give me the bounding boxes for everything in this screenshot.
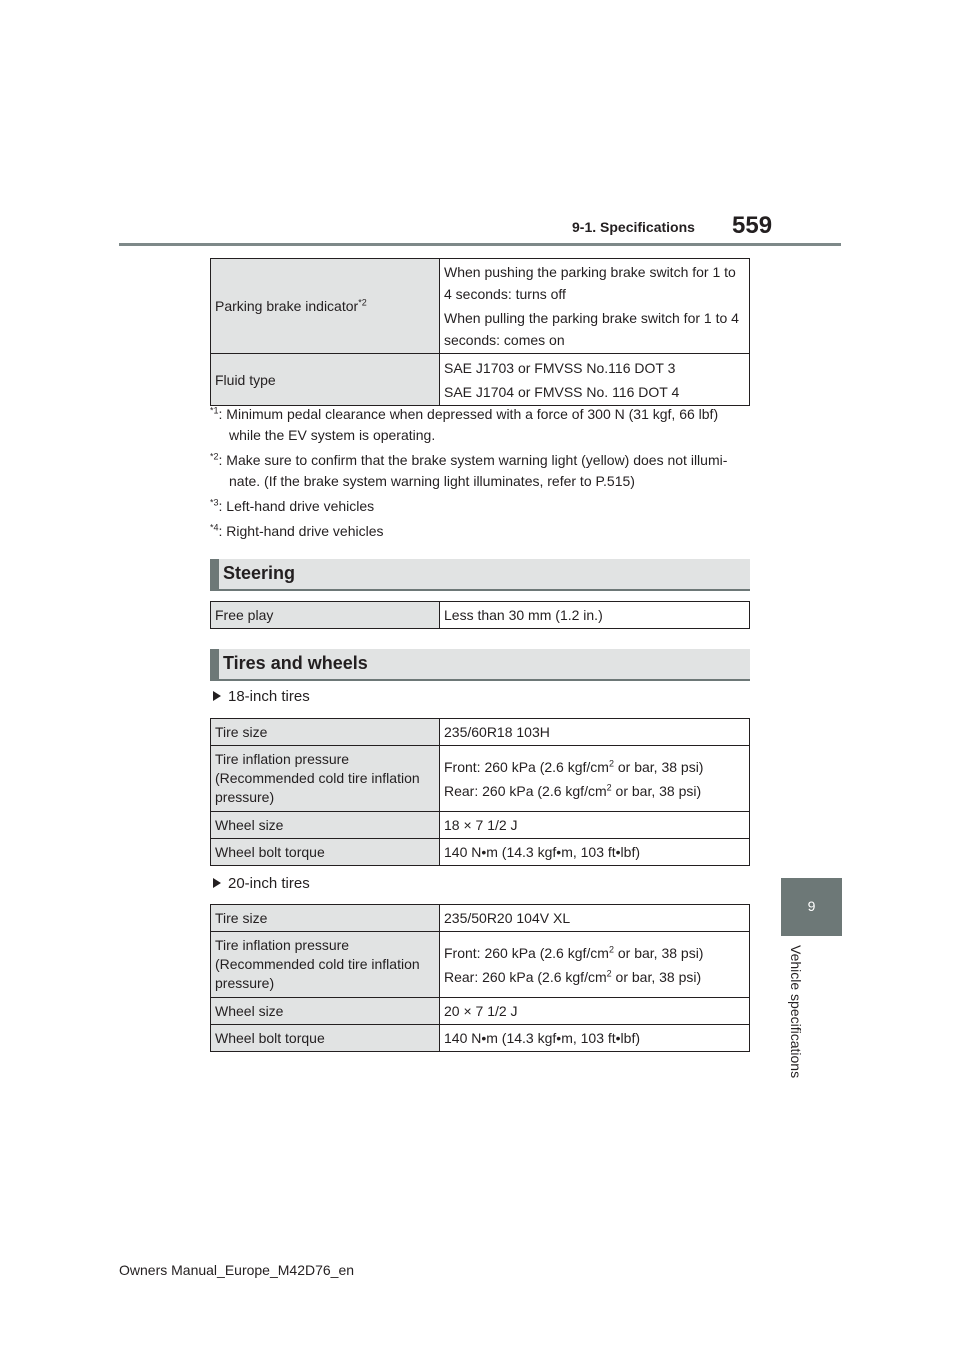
- exponent: 2: [608, 943, 614, 954]
- row-value: SAE J1704 or FMVSS No. 116 DOT 4: [444, 383, 680, 400]
- subheading-text: 18-inch tires: [228, 688, 310, 705]
- row-label: Tire size: [211, 719, 440, 746]
- row-value: [444, 966, 745, 988]
- footnote-text: : Left-hand drive vehicles: [218, 498, 375, 514]
- chapter-tab: [781, 878, 842, 936]
- table-value-cell: [440, 259, 750, 354]
- triangle-bullet-icon: [213, 878, 221, 888]
- table-row: [211, 602, 750, 629]
- table-row: [211, 905, 750, 932]
- table-row: [211, 812, 750, 839]
- footnote: [210, 521, 755, 542]
- subheading-text: 20-inch tires: [228, 875, 310, 892]
- row-label: Parking brake indicator: [215, 298, 359, 314]
- row-value: [444, 756, 745, 778]
- page-number: 559: [732, 212, 773, 239]
- footnote-text: nate. (If the brake system warning light illuminates, refer to P.515): [229, 473, 635, 489]
- table-row: [211, 839, 750, 866]
- footnote: [210, 450, 755, 492]
- row-value: 235/60R18 103H: [440, 719, 750, 746]
- footnote-mark: *1: [210, 405, 219, 416]
- footer-text: Owners Manual_Europe_M42D76_en: [119, 1262, 355, 1278]
- front-pressure: Front: 260 kPa (2.6 kgf/cm: [444, 944, 609, 961]
- table-key-cell: [211, 354, 440, 406]
- table-value-cell: [440, 354, 750, 406]
- subheading-18-inch: [213, 688, 310, 705]
- table-row: [211, 932, 750, 998]
- table-row: [211, 746, 750, 812]
- row-label: Free play: [211, 602, 440, 629]
- row-label: Fluid type: [215, 371, 276, 388]
- row-label: Wheel bolt torque: [211, 1025, 440, 1052]
- row-label-line: (Recommended cold tire inflation: [215, 956, 420, 972]
- table-row: [211, 354, 750, 406]
- row-value: 20 × 7 1/2 J: [440, 998, 750, 1025]
- section-title: 9-1. Specifications: [572, 219, 695, 235]
- rear-pressure: Rear: 260 kPa (2.6 kgf/cm: [444, 782, 607, 799]
- footnote-text: : Right-hand drive vehicles: [218, 523, 384, 539]
- footnote-mark: *2: [358, 297, 367, 308]
- subheading-20-inch: [213, 875, 310, 892]
- row-label-line: Tire inflation pressure: [215, 937, 350, 953]
- row-value: SAE J1703 or FMVSS No.116 DOT 3: [444, 359, 676, 376]
- row-value: 140 N•m (14.3 kgf•m, 103 ft•lbf): [440, 1025, 750, 1052]
- table-value-cell: [440, 932, 750, 998]
- row-value: 235/50R20 104V XL: [440, 905, 750, 932]
- footnote-text: while the EV system is operating.: [229, 427, 436, 443]
- tires-20-table: [210, 904, 750, 1052]
- front-pressure: Front: 260 kPa (2.6 kgf/cm: [444, 758, 609, 775]
- footnote: [210, 404, 755, 446]
- front-pressure-rest: or bar, 38 psi): [613, 944, 704, 961]
- table-row: [211, 259, 750, 354]
- section-heading-tires: [210, 649, 750, 681]
- footnotes: [210, 404, 755, 546]
- section-heading-steering: [210, 559, 750, 591]
- row-label-line: Tire inflation pressure: [215, 751, 350, 767]
- row-value: [444, 780, 745, 802]
- row-value: 18 × 7 1/2 J: [440, 812, 750, 839]
- section-heading-text: Tires and wheels: [223, 653, 368, 673]
- rear-pressure-rest: or bar, 38 psi): [611, 782, 702, 799]
- row-label-line: pressure): [215, 975, 275, 991]
- exponent: 2: [606, 967, 612, 978]
- footnote-mark: *4: [210, 522, 219, 533]
- row-label-line: (Recommended cold tire inflation: [215, 770, 420, 786]
- triangle-bullet-icon: [213, 691, 221, 701]
- chapter-label: Vehicle specifications: [788, 945, 804, 1079]
- table-row: [211, 998, 750, 1025]
- table-row: [211, 1025, 750, 1052]
- rear-pressure-rest: or bar, 38 psi): [611, 968, 702, 985]
- row-label: Wheel size: [211, 812, 440, 839]
- header-rule: [119, 243, 841, 246]
- brake-table: [210, 258, 750, 406]
- table-value-cell: [440, 746, 750, 812]
- row-value: When pushing the parking brake switch for 1 to 4 seconds: turns off: [444, 264, 736, 302]
- row-label: [211, 932, 440, 998]
- steering-table: [210, 601, 750, 629]
- row-value: When pulling the parking brake switch for 1 to 4 seconds: comes on: [444, 310, 739, 348]
- row-value: [444, 942, 745, 964]
- footnote: [210, 496, 755, 517]
- row-label: Wheel size: [211, 998, 440, 1025]
- exponent: 2: [606, 781, 612, 792]
- front-pressure-rest: or bar, 38 psi): [613, 758, 704, 775]
- footnote-mark: *2: [210, 451, 219, 462]
- rear-pressure: Rear: 260 kPa (2.6 kgf/cm: [444, 968, 607, 985]
- row-label-line: pressure): [215, 789, 275, 805]
- row-label: Tire size: [211, 905, 440, 932]
- row-label: Wheel bolt torque: [211, 839, 440, 866]
- footnote-mark: *3: [210, 497, 219, 508]
- footnote-text: : Make sure to confirm that the brake system warning light (yellow) does not illumi-: [218, 452, 728, 468]
- chapter-number: 9: [807, 898, 816, 914]
- table-row: [211, 719, 750, 746]
- row-label: [211, 746, 440, 812]
- row-value: 140 N•m (14.3 kgf•m, 103 ft•lbf): [440, 839, 750, 866]
- footnote-text: : Minimum pedal clearance when depressed with a force of 300 N (31 kgf, 66 lbf): [218, 406, 719, 422]
- section-heading-text: Steering: [223, 563, 296, 583]
- tires-18-table: [210, 718, 750, 866]
- exponent: 2: [608, 757, 614, 768]
- row-value: Less than 30 mm (1.2 in.): [440, 602, 750, 629]
- table-key-cell: [211, 259, 440, 354]
